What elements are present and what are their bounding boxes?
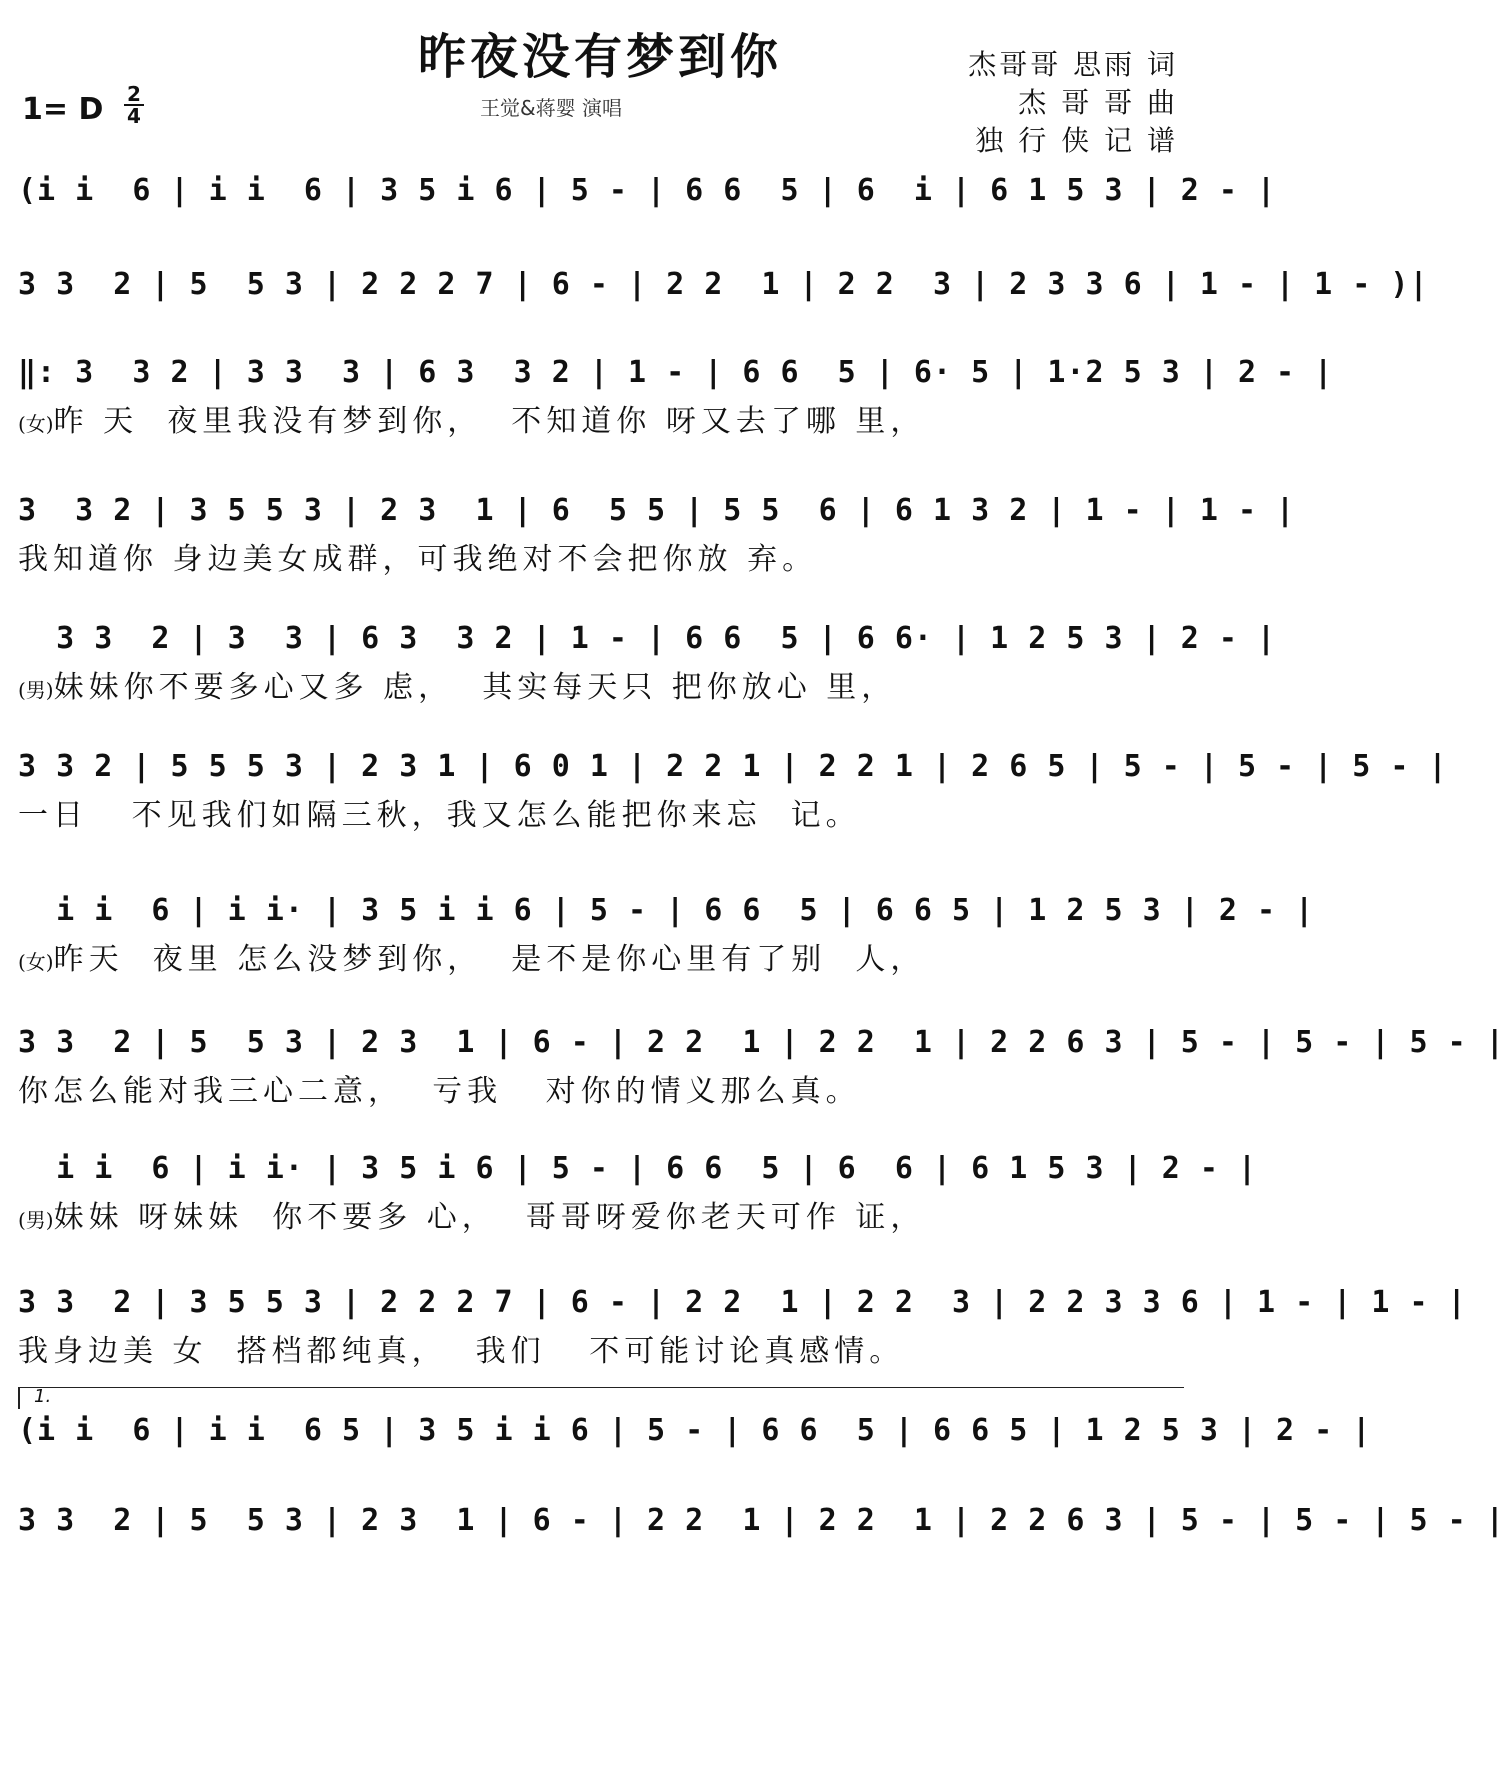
song-title: 昨夜没有梦到你 (417, 29, 782, 85)
notation-line: 3 3 2 | 5 5 3 | 2 3 1 | 6 - | 2 2 1 | 2 2 1 | 2 2 6 3 | 5 - | 5 - | 5 - | (18, 1025, 1505, 1060)
time-numerator: 2 (127, 82, 141, 106)
singer-role-marker: (女) (18, 950, 54, 974)
lyric-line: (女)昨天 夜里 怎么没梦到你， 是不是你心里有了别 人， (18, 942, 926, 977)
lyric-line: (男)妹妹你不要多心又多 虑， 其实每天只 把你放心 里， (18, 670, 897, 705)
notation-line: 3 3 2 | 3 3 | 6 3 3 2 | 1 - | 6 6 5 | 6 6· | 1 2 5 3 | 2 - | (18, 621, 1277, 656)
notation-line: 3 3 2 | 5 5 3 | 2 2 2 7 | 6 - | 2 2 1 | 2 2 3 | 2 3 3 6 | 1 - | 1 - )| (18, 267, 1429, 302)
notation-line: 3 3 2 | 3 5 5 3 | 2 3 1 | 6 5 5 | 5 5 6 | 6 1 3 2 | 1 - | 1 - | (18, 493, 1296, 528)
singer-role-marker: (女) (18, 412, 54, 436)
singer-credit: 王觉&蒋婴 演唱 (480, 96, 622, 120)
lyric-line: (男)妹妹 呀妹妹 你不要多 心， 哥哥呀爱你老天可作 证， (18, 1200, 926, 1235)
notation-line: i i 6 | i i· | 3 5 i 6 | 5 - | 6 6 5 | 6 6 | 6 1 5 3 | 2 - | (18, 1151, 1257, 1186)
first-ending-label: 1. (34, 1386, 52, 1407)
lyric-line: 我身边美 女 搭档都纯真， 我们 不可能讨论真感情。 (18, 1334, 905, 1369)
singer-role-marker: (男) (18, 1208, 54, 1232)
lyric-line: 我知道你 身边美女成群，可我绝对不会把你放 弃。 (18, 542, 818, 577)
score-header (0, 0, 1200, 160)
notation-line: i i 6 | i i· | 3 5 i i 6 | 5 - | 6 6 5 | 6 6 5 | 1 2 5 3 | 2 - | (18, 893, 1315, 928)
lyric-line: 一日 不见我们如隔三秋，我又怎么能把你来忘 记。 (18, 798, 861, 833)
lyricist-credit: 杰哥哥 思雨 词 (968, 48, 1178, 81)
notation-line: ‖: 3 3 2 | 3 3 3 | 6 3 3 2 | 1 - | 6 6 5 | 6· 5 | 1·2 5 3 | 2 - | (18, 355, 1334, 390)
notation-line: 3 3 2 | 5 5 5 3 | 2 3 1 | 6 0 1 | 2 2 1 | 2 2 1 | 2 6 5 | 5 - | 5 - | 5 - | (18, 749, 1448, 784)
key-signature: 1= D (22, 92, 104, 127)
notation-line: (i i 6 | i i 6 | 3 5 i 6 | 5 - | 6 6 5 | 6 i | 6 1 5 3 | 2 - | (18, 173, 1277, 208)
volta-bracket-line (18, 1387, 1184, 1388)
singer-role-marker: (男) (18, 678, 54, 702)
composer-credit: 杰 哥 哥 曲 (1018, 86, 1178, 119)
volta-bracket-hook (18, 1387, 20, 1409)
time-signature (124, 84, 144, 126)
transcriber-credit: 独 行 侠 记 谱 (975, 124, 1178, 157)
time-denominator: 4 (124, 104, 144, 126)
composer-credits (928, 46, 1178, 160)
notation-line: (i i 6 | i i 6 5 | 3 5 i i 6 | 5 - | 6 6 5 | 6 6 5 | 1 2 5 3 | 2 - | (18, 1413, 1372, 1448)
notation-line: 3 3 2 | 5 5 3 | 2 3 1 | 6 - | 2 2 1 | 2 2 1 | 2 2 6 3 | 5 - | 5 - | 5 - | (18, 1503, 1505, 1538)
lyric-line: 你怎么能对我三心二意， 亏我 对你的情义那么真。 (18, 1074, 861, 1109)
notation-line: 3 3 2 | 3 5 5 3 | 2 2 2 7 | 6 - | 2 2 1 | 2 2 3 | 2 2 3 3 6 | 1 - | 1 - | (18, 1285, 1467, 1320)
lyric-line: (女)昨 天 夜里我没有梦到你， 不知道你 呀又去了哪 里， (18, 404, 926, 439)
